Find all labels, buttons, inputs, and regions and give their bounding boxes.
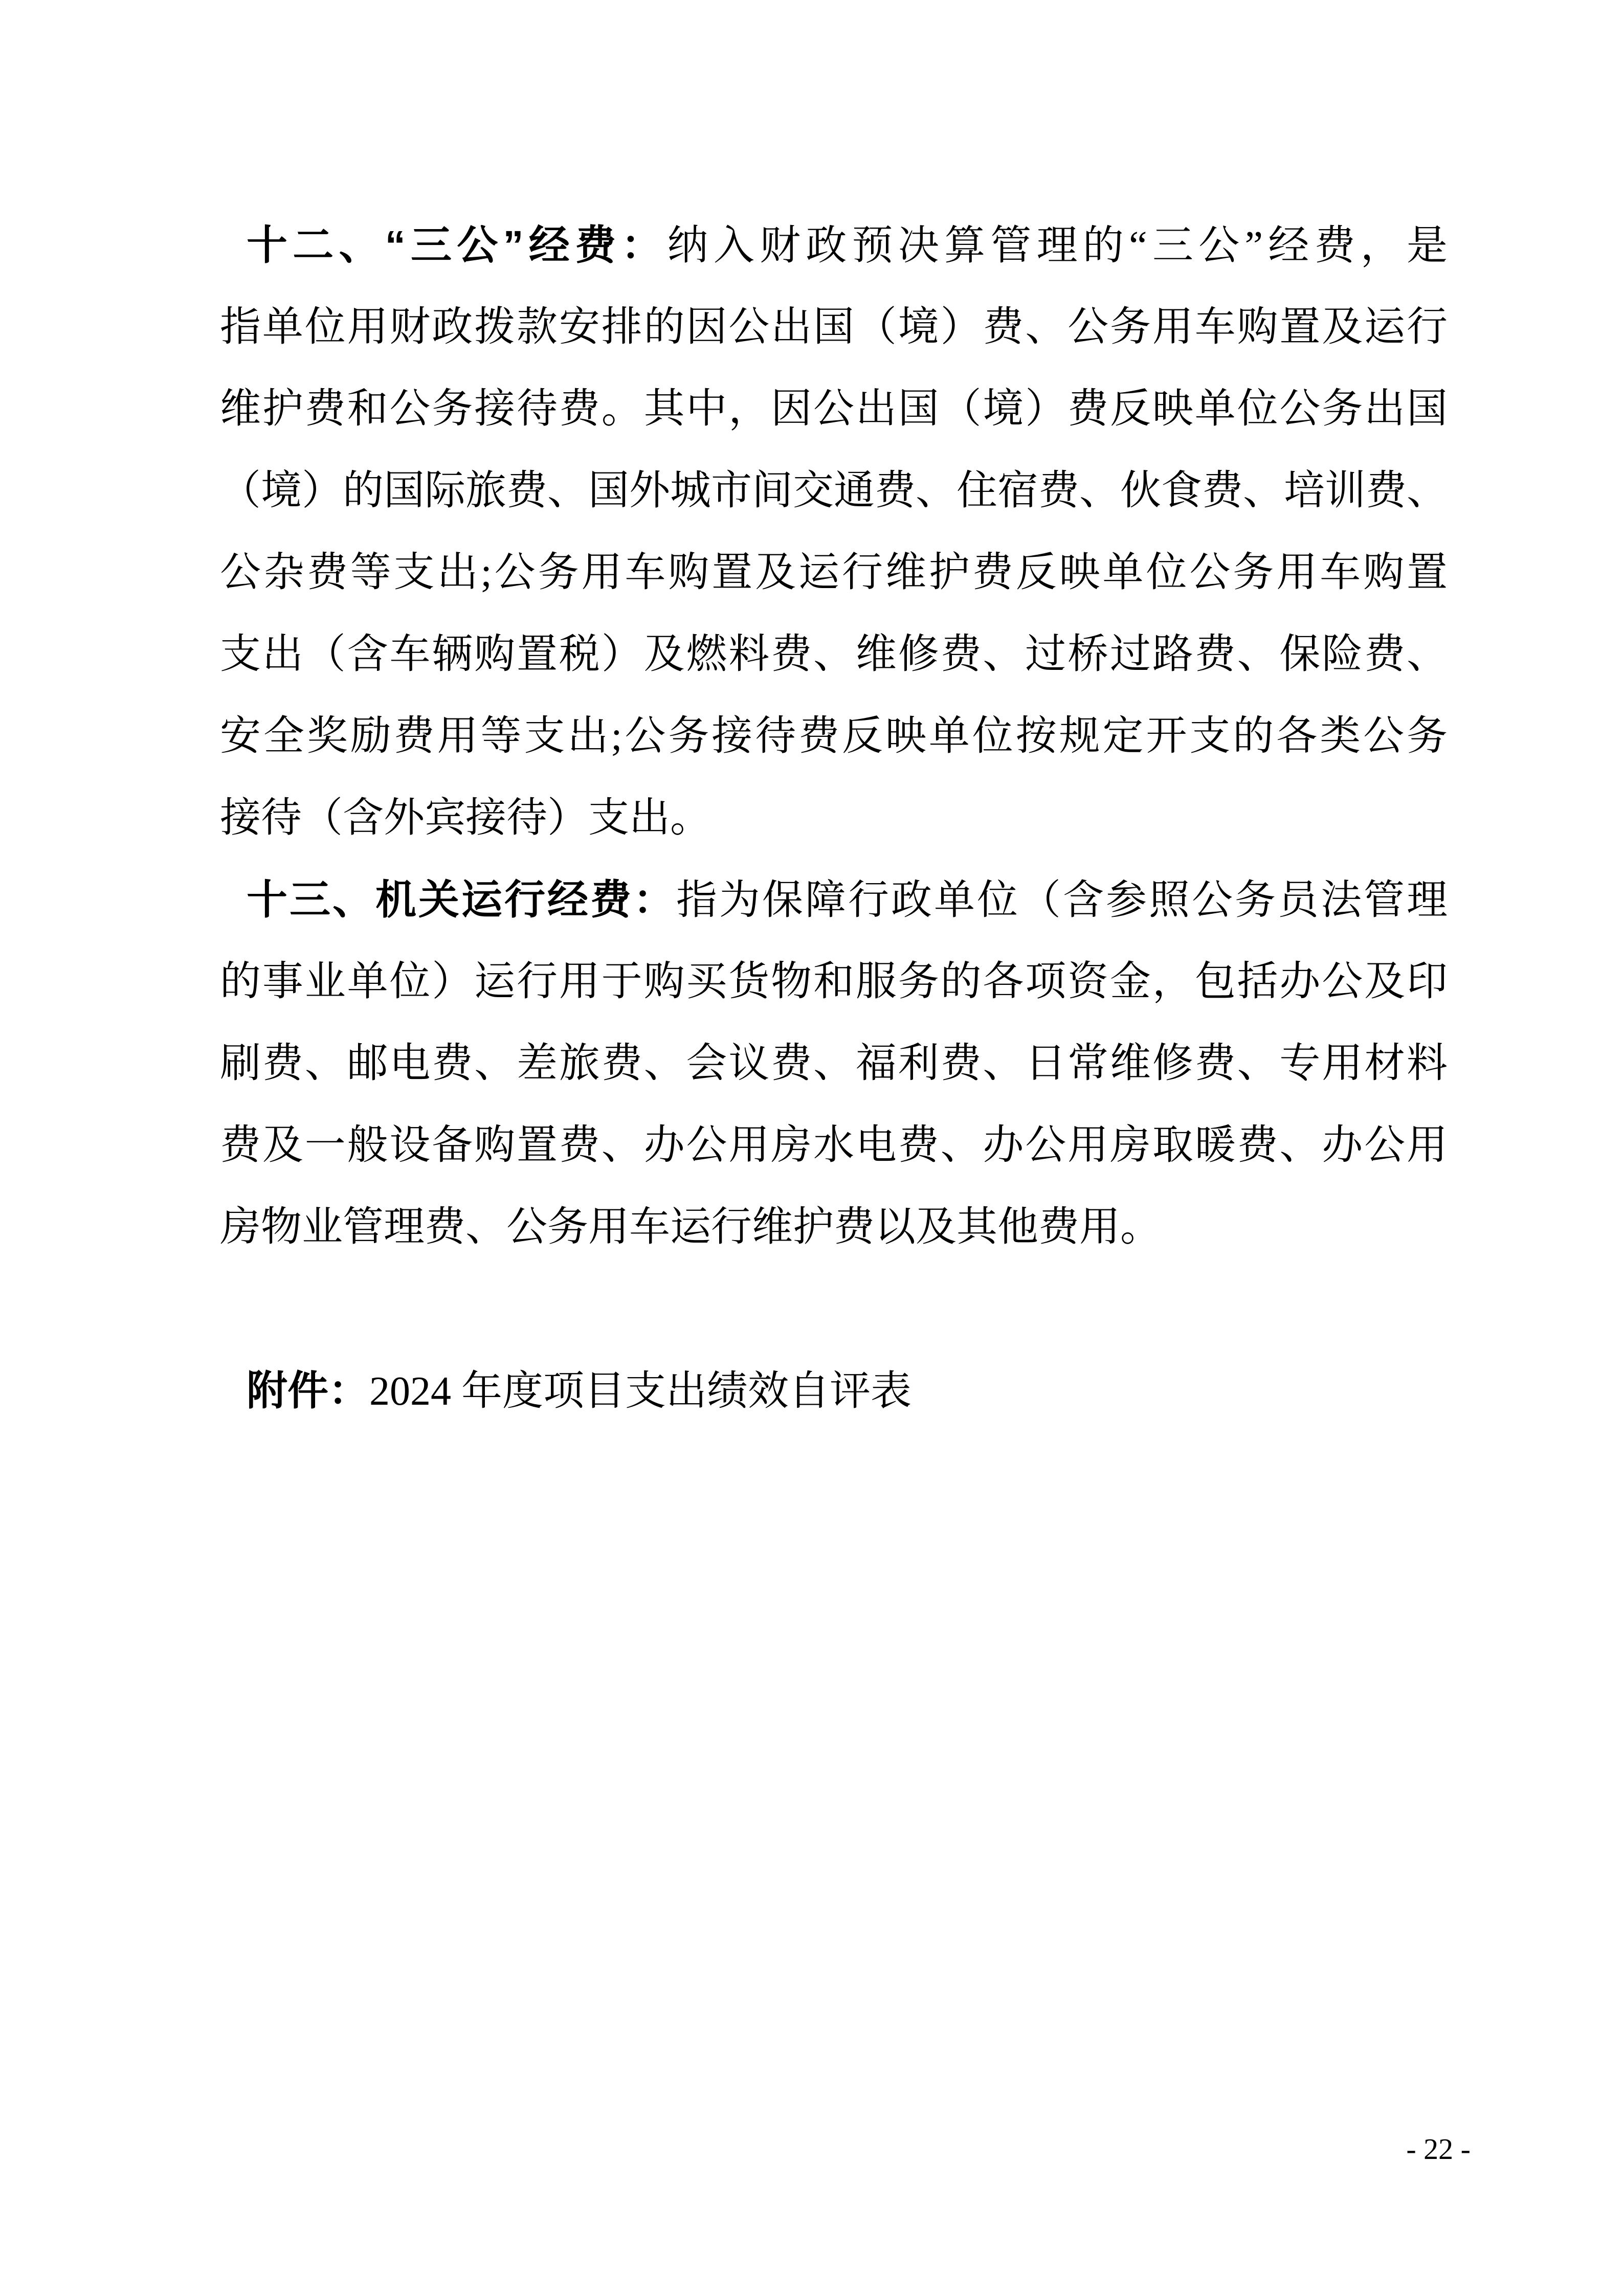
section-12-line-4: （境）的国际旅费、国外城市间交通费、住宿费、伙食费、培训费、 bbox=[220, 468, 1448, 513]
section-13-line-4: 费及一般设备购置费、办公用房水电费、办公用房取暖费、办公用 bbox=[220, 1123, 1448, 1168]
section-12-line-2: 指单位用财政拨款安排的因公出国（境）费、公务用车购置及运行 bbox=[220, 305, 1448, 350]
section-13-line-3: 刷费、邮电费、差旅费、会议费、福利费、日常维修费、专用材料 bbox=[220, 1041, 1448, 1086]
section-13-line-1 bbox=[220, 859, 1448, 941]
attachment-text: 2024 年度项目支出绩效自评表 bbox=[369, 1369, 911, 1414]
document-body bbox=[220, 205, 1448, 1432]
page-number: - 22 - bbox=[1406, 2132, 1471, 2166]
blank-line bbox=[220, 1268, 1448, 1350]
section-13-line-2: 的事业单位）运行用于购买货物和服务的各项资金，包括办公及印 bbox=[220, 959, 1448, 1004]
section-13-line-5: 房物业管理费、公务用车运行维护费以及其他费用。 bbox=[220, 1205, 1161, 1250]
section-12-line-1 bbox=[220, 205, 1448, 286]
section-13-heading: 十三、机关运行经费： bbox=[247, 877, 676, 922]
attachment-label: 附件： bbox=[247, 1368, 369, 1413]
attachment-line bbox=[220, 1350, 1448, 1432]
section-12-line-5: 公杂费等支出;公务用车购置及运行维护费反映单位公务用车购置 bbox=[220, 550, 1448, 595]
section-12 bbox=[220, 205, 1448, 859]
section-12-heading: 十二、“三公”经费： bbox=[247, 222, 668, 268]
section-13-line-1-text: 指为保障行政单位（含参照公务员法管理 bbox=[676, 878, 1448, 923]
section-12-line-8: 接待（含外宾接待）支出。 bbox=[220, 796, 711, 841]
section-12-line-1-text: 纳入财政预决算管理的“三公”经费，是 bbox=[667, 223, 1448, 268]
section-12-line-6: 支出（含车辆购置税）及燃料费、维修费、过桥过路费、保险费、 bbox=[220, 632, 1448, 677]
section-12-line-7: 安全奖励费用等支出;公务接待费反映单位按规定开支的各类公务 bbox=[220, 714, 1448, 759]
section-12-line-3: 维护费和公务接待费。其中，因公出国（境）费反映单位公务出国 bbox=[220, 387, 1448, 432]
section-13 bbox=[220, 859, 1448, 1268]
